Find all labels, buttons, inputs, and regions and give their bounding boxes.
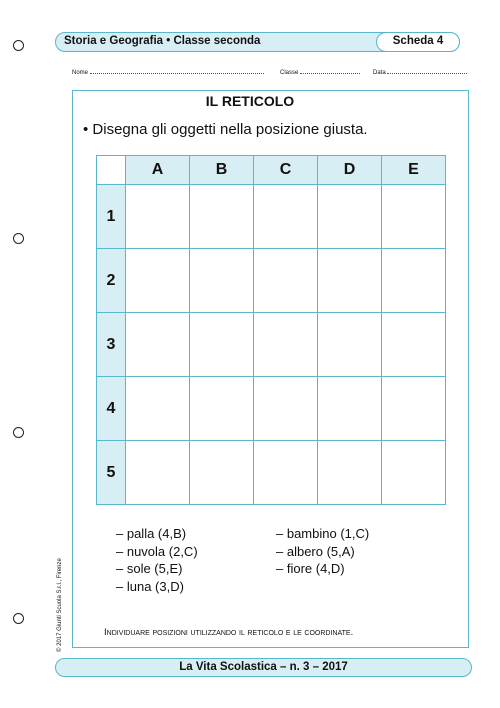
grid-cell[interactable] [382,185,446,249]
grid-cell[interactable] [318,313,382,377]
row-header-4: 4 [97,377,126,441]
name-label: Nome [72,70,89,76]
grid-cell[interactable] [126,377,190,441]
date-field[interactable] [373,68,467,76]
binder-hole [13,427,24,438]
list-item: – palla (4,B) [116,526,187,541]
row-header-3: 3 [97,313,126,377]
grid-cell[interactable] [190,377,254,441]
grid-cell[interactable] [190,185,254,249]
grid-cell[interactable] [126,249,190,313]
footer-text: La Vita Scolastica – n. 3 – 2017 [179,661,348,673]
list-item: – bambino (1,C) [276,526,370,541]
header-bar [55,32,460,52]
grid-cell[interactable] [254,377,318,441]
copyright: © 2017 Giunti Scuola S.r.l., Firenze [57,558,63,652]
column-header-e: E [382,156,446,185]
grid-cell[interactable] [318,441,382,505]
binder-hole [13,613,24,624]
header-title: Storia e Geografia • Classe seconda [64,35,261,47]
grid-cell[interactable] [382,249,446,313]
grid-cell[interactable] [254,441,318,505]
list-item: – nuvola (2,C) [116,543,198,559]
grid-cell[interactable] [254,185,318,249]
grid-cell[interactable] [382,441,446,505]
scheda-label: Scheda 4 [376,32,460,52]
grid-corner [97,156,126,185]
teacher-note: Individuare posizioni utilizzando il reticolo e le coordinate. [104,627,354,638]
column-header-c: C [254,156,318,185]
binder-hole [13,40,24,51]
class-dots [300,68,360,74]
column-header-b: B [190,156,254,185]
grid-cell[interactable] [190,249,254,313]
grid-cell[interactable] [318,185,382,249]
grid-cell[interactable] [382,313,446,377]
binder-hole [13,233,24,244]
grid-cell[interactable] [126,185,190,249]
grid-cell[interactable] [254,313,318,377]
row-header-5: 5 [97,441,126,505]
grid-cell[interactable] [190,441,254,505]
grid-cell[interactable] [126,441,190,505]
name-dots [90,68,264,74]
name-field[interactable] [72,68,264,76]
grid-cell[interactable] [126,313,190,377]
footer-bar [55,658,472,677]
row-header-1: 1 [97,185,126,249]
coordinate-grid [96,155,446,505]
grid-cell[interactable] [382,377,446,441]
row-header-2: 2 [97,249,126,313]
items-list-right [276,525,369,578]
list-item: – fiore (4,D) [276,561,345,576]
grid-cell[interactable] [318,249,382,313]
grid-cell[interactable] [318,377,382,441]
grid-cell[interactable] [190,313,254,377]
date-label: Data [373,70,386,76]
date-dots [387,68,467,74]
list-item: – sole (5,E) [116,561,183,576]
column-header-d: D [318,156,382,185]
list-item: – albero (5,A) [276,543,355,559]
worksheet-title: IL RETICOLO [205,93,295,109]
column-header-a: A [126,156,190,185]
items-list-left [116,525,198,595]
instruction: • Disegna gli oggetti nella posizione giusta. [83,121,368,138]
list-item: – luna (3,D) [116,578,184,594]
class-label: Classe [280,70,299,76]
grid-cell[interactable] [254,249,318,313]
class-field[interactable] [280,68,360,76]
